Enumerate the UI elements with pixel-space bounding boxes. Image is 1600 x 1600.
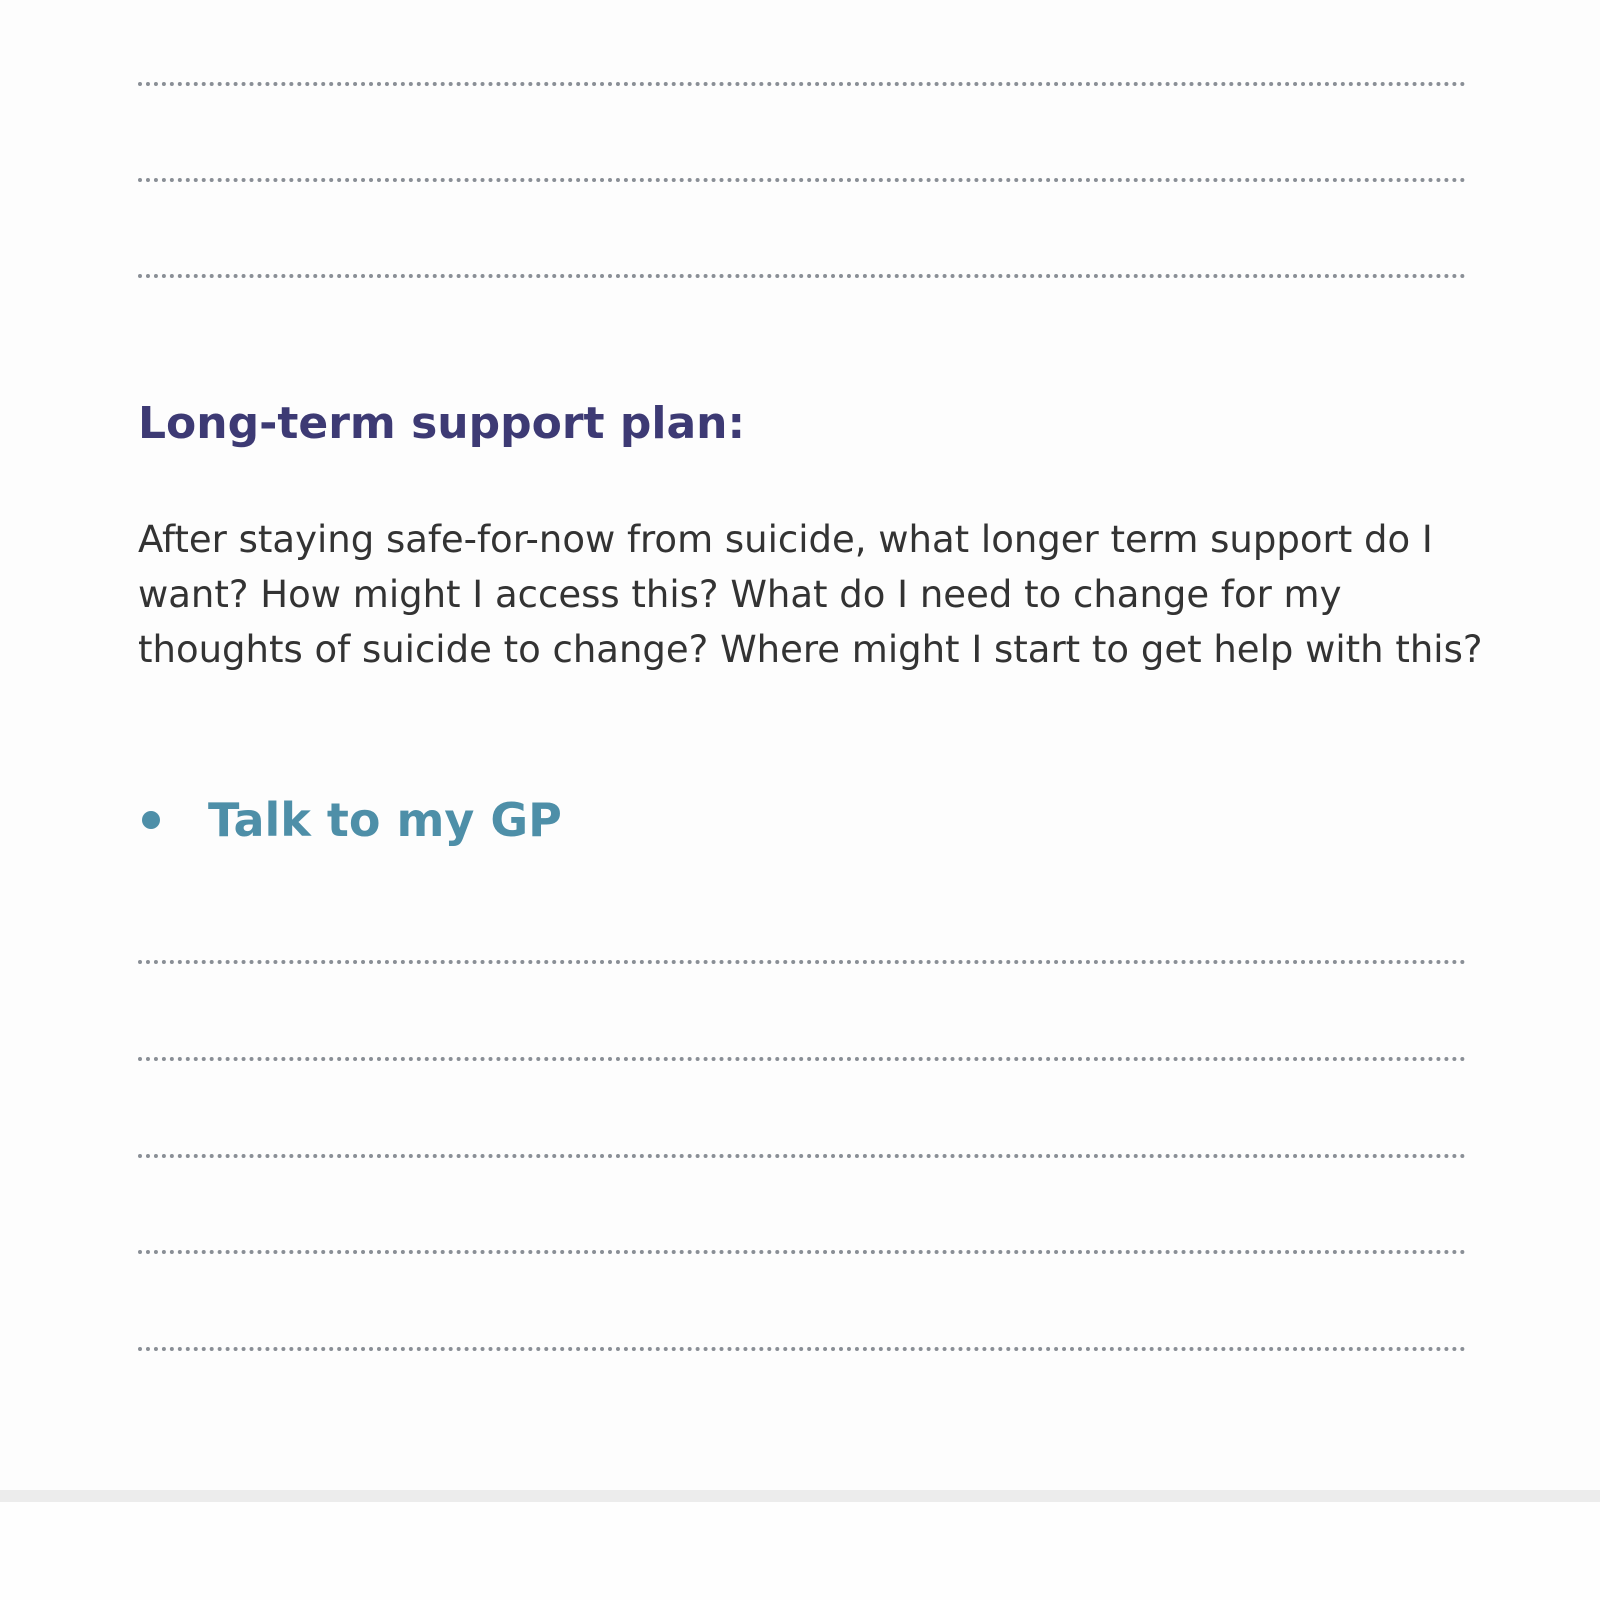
writing-line[interactable] (138, 960, 1466, 964)
writing-line[interactable] (138, 178, 1466, 182)
writing-line[interactable] (138, 1250, 1466, 1254)
writing-line[interactable] (138, 1057, 1466, 1061)
bullet-item-label: Talk to my GP (208, 793, 562, 847)
writing-line[interactable] (138, 82, 1466, 86)
writing-line[interactable] (138, 1347, 1466, 1351)
page-divider (0, 1490, 1600, 1502)
writing-line[interactable] (138, 274, 1466, 278)
section-prompt: After staying safe-for-now from suicide, what longer term support do I want? How might I access this? What do I need to change for my thoughts of suicide to change? Where might I start to get help with this? (138, 518, 1483, 671)
writing-line[interactable] (138, 1154, 1466, 1158)
bottom-margin (0, 1502, 1600, 1600)
bullet-icon (142, 811, 160, 829)
section-heading: Long-term support plan: (138, 398, 746, 449)
bullet-item (138, 790, 562, 850)
